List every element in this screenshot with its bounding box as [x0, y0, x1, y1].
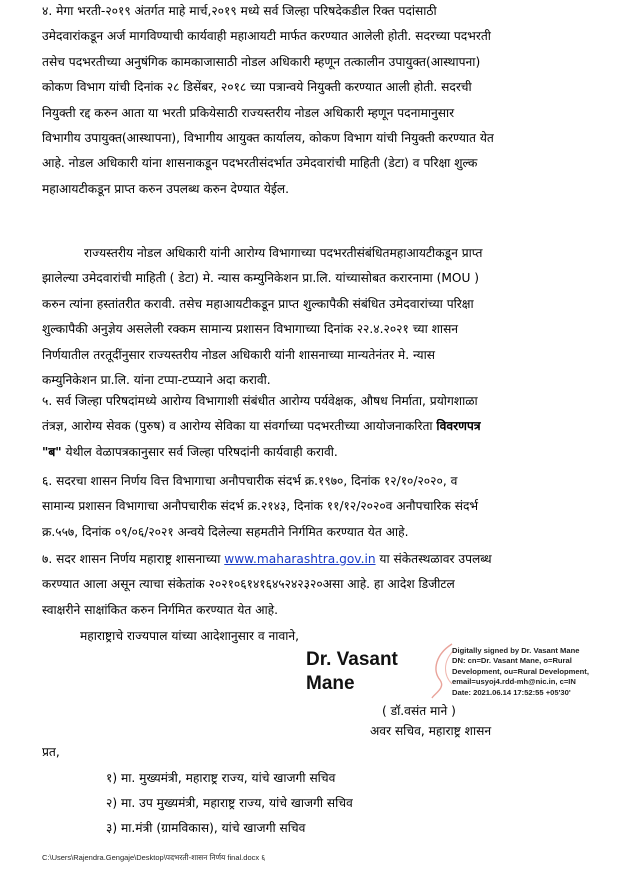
printed-name: ( डॉ.वसंत माने ) — [382, 704, 456, 718]
text-line: निर्णयातील तरतूदींनुसार राज्यस्तरीय नोडल अधिकारी यांनी शासनाच्या मान्यतेनंतर मे. न्यास — [42, 347, 436, 362]
digital-signature-details — [452, 646, 592, 698]
text-line: क्र.५५७, दिनांक ०९/०६/२०२१ अन्वये दिलेल्या सहमतीने निर्गमित करण्यात येत आहे. — [42, 524, 409, 539]
text-line — [42, 547, 587, 572]
text-line: ४. मेगा भरती-२०१९ अंतर्गत माहे मार्च,२०१९ मध्ये सर्व जिल्हा परिषदेकडील रिक्त पदांसाठी — [42, 4, 437, 18]
text-line: ६. सदरचा शासन निर्णय वित्त विभागाचा अनौपचारीक संदर्भ क्र.१९७०, दिनांक १२/१०/२०२०, व — [42, 474, 458, 488]
signature-name-line: Mane — [306, 673, 355, 694]
signature-detail-line: email=usyoj4.rdd-mh@nic.in, c=IN — [452, 677, 576, 687]
text-line: नियुक्ती रद्द करुन आता या भरती प्रकियेसाठी राज्यस्तरीय नोडल अधिकारी म्हणून पदनामानुसार — [42, 105, 455, 120]
signature-name — [306, 648, 398, 696]
text-line: शुल्कापैकी अनुज्ञेय असलेली रक्कम सामान्य प्रशासन विभागाच्या दिनांक २२.४.२०२१ च्या शासन — [42, 322, 459, 337]
annexure-reference: विवरणपत्र — [436, 419, 481, 434]
signature-name-line: Dr. Vasant — [306, 649, 398, 670]
text-run: येथील वेळापत्रकानुसार सर्व जिल्हा परिषदांनी कार्यवाही करावी. — [61, 444, 338, 459]
text-line: ५. सर्व जिल्हा परिषदांमध्ये आरोग्य विभागाशी संबंधीत आरोग्य पर्यवेक्षक, औषध निर्माता, प्रयोगशाळा — [42, 394, 478, 408]
text-line: विभागीय उपायुक्त(आस्थापना), विभागीय आयुक्त कार्यालय, कोकण विभाग यांची नियुक्ती करण्यात येत — [42, 131, 494, 146]
text-run: या संकेतस्थळावर उपलब्ध — [375, 552, 492, 566]
copy-to-item: २) मा. उप मुख्यमंत्री, महाराष्ट्र राज्य, यांचे खाजगी सचिव — [106, 796, 353, 810]
copy-to-item: १) मा. मुख्यमंत्री, महाराष्ट्र राज्य, यांचे खाजगी सचिव — [106, 771, 336, 785]
text-line: कम्युनिकेशन प्रा.लि. यांना टप्पा-टप्प्याने अदा करावी. — [42, 373, 271, 388]
text-line: आहे. नोडल अधिकारी यांना शासनाकडून पदभरतीसंदर्भात उमेदवारांची माहिती (डेटा) व परिक्षा शुल्क — [42, 156, 478, 171]
paragraph-6 — [42, 469, 587, 545]
signature-detail-line: Development, ou=Rural Development, — [452, 666, 589, 676]
signature-detail-line: DN: cn=Dr. Vasant Mane, o=Rural — [452, 656, 572, 666]
text-line: कोकण विभाग यांची दिनांक २८ डिसेंबर, २०१८ च्या पत्रान्वये नियुक्ती करण्यात आली होती. सदरची — [42, 80, 472, 95]
website-link[interactable]: www.maharashtra.gov.in — [224, 552, 376, 566]
text-line: राज्यस्तरीय नोडल अधिकारी यांनी आरोग्य विभागाच्या पदभरतीसंबंधितमहाआयटीकडून प्राप्त — [84, 246, 483, 260]
text-line — [42, 440, 587, 465]
text-run: ७. सदर शासन निर्णय महाराष्ट्र शासनाच्या — [42, 552, 225, 566]
text-line — [42, 414, 587, 439]
text-line: झालेल्या उमेदवारांची माहिती ( डेटा) मे. न्यास कम्युनिकेशन प्रा.लि. यांच्यासोबत करारनामा (MOU ) — [42, 271, 479, 286]
paragraph-7 — [42, 547, 587, 623]
text-line: करुन त्यांना हस्तांतरीत करावी. तसेच महाआयटीकडून प्राप्त शुल्कापैकी संबंधित उमेदवारांच्या परिक्षा — [42, 296, 474, 311]
paragraph-4-continued — [42, 241, 587, 393]
paragraph-5 — [42, 389, 587, 465]
text-line: करण्यात आला असून त्याचा संकेतांक २०२१०६१४१६४५२४२३२०असा आहे. हा आदेश डिजीटल — [42, 577, 455, 592]
text-run: तंत्रज्ञ, आरोग्य सेवक (पुरुष) व आरोग्य सेविका या संवर्गाच्या पदभरतीच्या आयोजनाकरिता — [42, 419, 433, 434]
text-line: महाआयटीकडून प्राप्त करुन उपलब्ध करुन देण्यात येईल. — [42, 181, 290, 196]
signature-detail-line: Date: 2021.06.14 17:52:55 +05'30' — [452, 687, 571, 697]
closing-statement: महाराष्ट्राचे राज्यपाल यांच्या आदेशानुसार व नावाने, — [80, 629, 300, 643]
file-path-footer: C:\Users\Rajendra.Gengaje\Desktop\पदभरती-शासन निर्णय final.docx ६ — [42, 853, 266, 862]
text-line: उमेदवारांकडून अर्ज मागविण्याची कार्यवाही महाआयटी मार्फत करण्यात आलेली होती. सदरच्या पदभरती — [42, 29, 491, 44]
designation: अवर सचिव, महाराष्ट्र शासन — [370, 724, 492, 738]
copy-to-item: ३) मा.मंत्री (ग्रामविकास), यांचे खाजगी सचिव — [106, 821, 306, 835]
signature-detail-line: Digitally signed by Dr. Vasant Mane — [452, 646, 580, 655]
paragraph-4 — [42, 0, 587, 202]
copy-to-label: प्रत, — [42, 745, 60, 759]
text-line: सामान्य प्रशासन विभागाचा अनौपचारीक संदर्भ क्र.२१४३, दिनांक ११/१२/२०२०व अनौपचारिक संदर्भ — [42, 499, 479, 514]
text-line: तसेच पदभरतीच्या अनुषंगिक कामकाजासाठी नोडल अधिकारी म्हणून तत्कालीन उपायुक्त(आस्थापना) — [42, 54, 481, 69]
text-line: स्वाक्षरीने साक्षांकित करुन निर्गमित करण्यात येत आहे. — [42, 602, 279, 617]
annexure-letter: "ब" — [42, 444, 62, 459]
